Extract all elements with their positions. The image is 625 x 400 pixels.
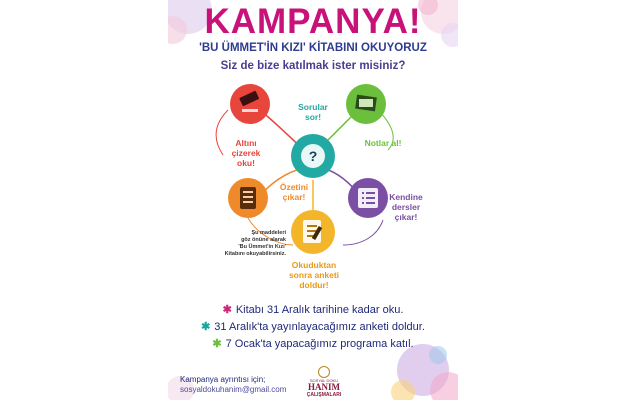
- label-line: çıkar!: [282, 192, 306, 202]
- campaign-poster: [168, 0, 458, 400]
- asterisk-icon: ✱: [222, 304, 232, 316]
- asterisk-icon: ✱: [212, 338, 222, 350]
- underline-step-label: [226, 138, 266, 168]
- label-line: çıkar!: [394, 212, 418, 222]
- logo-emblem-icon: [318, 366, 330, 378]
- reading-steps-diagram: [168, 80, 458, 300]
- connector-line: [343, 220, 383, 245]
- poster-subtitle: 'BU ÜMMET'İN KIZI' KİTABINI OKUYORUZ: [199, 42, 427, 54]
- campaign-bullet-list: [168, 302, 458, 353]
- summary-step-label: [276, 182, 312, 202]
- label-line: Kendine: [389, 192, 423, 202]
- lessons-step-label: [386, 192, 426, 222]
- label-line: Notlar al!: [364, 138, 402, 148]
- bullet-item: [168, 302, 458, 319]
- bullet-text: 31 Aralık'ta yayınlayacağımız anketi doldur.: [214, 321, 425, 333]
- logo-name: HANIM: [308, 382, 340, 392]
- question-mark-icon: ?: [308, 148, 318, 164]
- label-line: sor!: [304, 112, 322, 122]
- label-line: Kitabını okuyabilirsiniz.: [224, 251, 286, 257]
- contact-email[interactable]: sosyaldokuhanim@gmail.com: [180, 385, 287, 394]
- label-line: göz önüne alarak: [241, 237, 286, 243]
- label-line: Altını: [235, 138, 257, 148]
- organization-logo: [298, 366, 350, 400]
- label-line: Şu maddeleri: [251, 230, 286, 236]
- label-line: 'Bu Ümmet'in Kızı': [238, 244, 286, 250]
- logo-sub: ÇALIŞMALARI: [306, 392, 342, 398]
- label-line: doldur!: [299, 280, 329, 290]
- label-line: çizerek: [231, 148, 261, 158]
- underline-step-circle: [230, 84, 270, 124]
- survey-step-label: [286, 260, 342, 290]
- bullet-item: [168, 319, 458, 336]
- label-line: Okuduktan: [291, 260, 337, 270]
- label-line: Özetini: [279, 182, 309, 192]
- contact-info: [180, 375, 286, 395]
- reading-hint-text: [216, 230, 286, 258]
- logo-org: SOSYAL DOKU: [309, 378, 339, 383]
- label-line: dersler: [391, 202, 421, 212]
- poster-question: Siz de bize katılmak ister misiniz?: [220, 60, 406, 72]
- bullet-item: [168, 336, 458, 353]
- notes-step-label: [358, 138, 408, 148]
- asterisk-icon: ✱: [201, 321, 211, 333]
- ask-step-label: [290, 102, 336, 122]
- label-line: Sorular: [298, 102, 328, 112]
- label-line: oku!: [237, 158, 255, 168]
- bullet-text: Kitabı 31 Aralık tarihine kadar oku.: [235, 304, 404, 316]
- poster-title: KAMPANYA!: [204, 2, 422, 41]
- contact-label: Kampanya ayrıntısı için;: [180, 375, 266, 384]
- label-line: sonra anketi: [288, 270, 340, 280]
- bullet-text: 7 Ocak'ta yapacağımız programa katıl.: [225, 338, 414, 350]
